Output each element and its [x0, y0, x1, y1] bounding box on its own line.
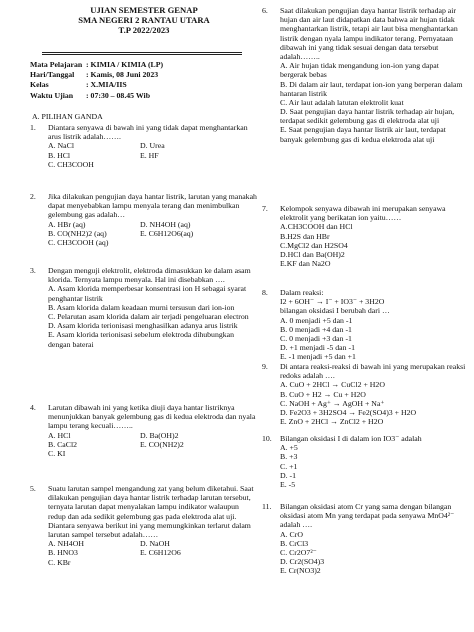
- question-number: 10.: [262, 434, 272, 443]
- option[interactable]: E. Cr(NO3)2: [280, 566, 321, 576]
- section-title: A. PILIHAN GANDA: [32, 112, 103, 121]
- option[interactable]: D. Fe2O3 + 3H2SO4 → Fe2(SO4)3 + H2O: [280, 407, 417, 417]
- header-line-3: T.P 2022/2023: [118, 24, 170, 35]
- question-number: 5.: [30, 484, 36, 493]
- option[interactable]: C. KI: [48, 448, 66, 458]
- question-number: 8.: [262, 288, 268, 297]
- info-value: : KIMIA / KIMIA (LP): [86, 60, 164, 69]
- option[interactable]: E. -1 menjadi +5 dan +1: [280, 352, 356, 362]
- option[interactable]: E. -5: [280, 479, 296, 489]
- option[interactable]: C. 0 menjadi +3 dan -1: [280, 333, 352, 343]
- option[interactable]: B. CuO + H2 → Cu + H2O: [280, 389, 366, 399]
- option[interactable]: E. Saat pengujian daya hantar listrik air laut, terdapat banyak gelembung gas di kedua elektroda alat uji: [280, 125, 446, 144]
- question-8: [262, 288, 467, 362]
- question-6: [262, 6, 467, 144]
- info-key: Waktu Ujian: [30, 90, 74, 100]
- question-10: [262, 434, 467, 489]
- option[interactable]: D. Urea: [140, 141, 165, 151]
- info-key: Mata Pelajaran: [30, 60, 83, 69]
- question-text: Dengan menguji elektrolit, elektroda dimasukkan ke dalam asam klorida. Ternyata lampu menyala. Hal ini disebabkan ….: [48, 266, 251, 285]
- exam-info: [30, 60, 258, 101]
- option[interactable]: D. +1 menjadi -5 dan -1: [280, 343, 355, 353]
- option[interactable]: D. -1: [280, 470, 297, 480]
- question-text: Dalam reaksi:: [280, 288, 324, 297]
- option[interactable]: D. NaOH: [140, 539, 170, 549]
- header-line-1: UJIAN SEMESTER GENAP: [90, 5, 198, 15]
- header-divider-2: [42, 54, 242, 55]
- option[interactable]: A. CrO: [280, 529, 303, 539]
- option[interactable]: E. Asam klorida terionisasi sebelum elektroda dihubungkan dengan baterai: [48, 330, 235, 349]
- info-value: : Kamis, 08 Juni 2023: [86, 70, 159, 80]
- option[interactable]: E. C6H12O6(aq): [140, 228, 194, 238]
- option[interactable]: A. NaCl: [48, 141, 74, 151]
- exam-header: [30, 6, 258, 36]
- question-text: Jika dilakukan pengujian daya hantar listrik, larutan yang manakah dapat menyebabkan lampu menyala terang dan menimbulkan gelembung gas adalah…: [48, 192, 257, 220]
- option[interactable]: C. CH3COOH (aq): [48, 237, 109, 247]
- question-text: Bilangan oksidasi atom Cr yang sama dengan bilangan oksidasi atom Mn yang terdapat pada senyawa MnO4²⁻ adalah ….: [280, 502, 455, 530]
- question-number: 4.: [30, 403, 36, 412]
- option[interactable]: E. HF: [140, 150, 159, 160]
- question-number: 2.: [30, 192, 36, 201]
- question-2: [30, 192, 258, 247]
- option[interactable]: C.MgCl2 dan H2SO4: [280, 240, 348, 250]
- option[interactable]: B. HCl: [48, 150, 71, 160]
- option[interactable]: A. 0 menjadi +5 dan -1: [280, 315, 353, 325]
- option[interactable]: A. +5: [280, 443, 298, 453]
- info-row: [30, 80, 258, 89]
- question-text-2: bilangan oksidasi I berubah dari …: [280, 306, 390, 316]
- option[interactable]: B. Di dalam air laut, terdapat ion-ion yang berperan dalam hantaran listrik: [280, 79, 463, 98]
- info-value: : 07:30 – 08.45 Wib: [86, 90, 151, 100]
- option[interactable]: B. HNO3: [48, 548, 78, 558]
- question-text: Kelompok senyawa dibawah ini merupakan senyawa elektrolit yang berikatan ion yaitu……: [280, 204, 446, 223]
- question-7: [262, 204, 467, 268]
- option[interactable]: A. HBr (aq): [48, 219, 86, 229]
- question-3: [30, 266, 258, 349]
- option[interactable]: B. CrCl3: [280, 538, 309, 548]
- option[interactable]: C. Cr2O7²⁻: [280, 547, 317, 557]
- option[interactable]: C. Air laut adalah latutan elektrolit kuat: [280, 97, 404, 107]
- info-key: Hari/Tanggal: [30, 70, 75, 80]
- reaction-equation: I2 + 6OH⁻ → I⁻ + IO3⁻ + 3H2O: [280, 297, 385, 307]
- question-11: [262, 502, 467, 576]
- option[interactable]: B. Asam klorida dalam keadaan murni tersusun dari ion-ion: [48, 302, 235, 312]
- question-number: 11.: [262, 502, 272, 511]
- option[interactable]: E. C6H12O6: [140, 548, 181, 558]
- option[interactable]: B. 0 menjadi +4 dan -1: [280, 324, 352, 334]
- question-9: [262, 362, 467, 426]
- option[interactable]: D. Asam klorida terionisasi menghasilkan adanya arus listrik: [48, 321, 238, 331]
- question-number: 1.: [30, 123, 36, 132]
- option[interactable]: D. NH4OH (aq): [140, 219, 191, 229]
- question-number: 9.: [262, 362, 268, 371]
- option[interactable]: D. Ba(OH)2: [140, 430, 179, 440]
- question-number: 6.: [262, 6, 268, 15]
- option[interactable]: D. Saat pengujian daya hantar listrik terhadap air hujan, terdapat sedikit gelembung gas di elektroda alat uji: [280, 107, 455, 126]
- option[interactable]: C. Pelarutan asam klorida dalam air terjadi pengeluaran electron: [48, 311, 249, 321]
- question-number: 3.: [30, 266, 36, 275]
- option[interactable]: E.KF dan Na2O: [280, 259, 331, 269]
- option[interactable]: C. NaOH + Ag⁺ → AgOH + Na⁺: [280, 398, 385, 408]
- question-text: Saat dilakukan pengujian daya hantar listrik terhadap air hujan dan air laut didapatkan data bahwa air hujan tidak menghantarkan listrik, tetapi air laut bisa menghantarkan listrik dengan nyala lampu indikator terang. Pernyataan dibawah ini yang tidak sesuai dengan data tersebut adalah……..: [280, 6, 458, 61]
- question-number: 7.: [262, 204, 268, 213]
- info-row: [30, 60, 258, 69]
- option[interactable]: D. Cr2(SO4)3: [280, 557, 325, 567]
- option[interactable]: B. CaCl2: [48, 439, 78, 449]
- option[interactable]: B.H2S dan HBr: [280, 231, 330, 241]
- option[interactable]: C. +1: [280, 461, 298, 471]
- option[interactable]: C. CH3COOH: [48, 159, 94, 169]
- option[interactable]: D.HCl dan Ba(OH)2: [280, 249, 345, 259]
- option[interactable]: A.CH3COOH dan HCl: [280, 222, 353, 232]
- question-4: [30, 403, 258, 458]
- option[interactable]: B. CO(NH2)2 (aq): [48, 228, 107, 238]
- question-text: Larutan dibawah ini yang ketika diuji daya hantar listriknya menunjukkan banyak gelembung gas di kedua elektroda dan nyala lampu terang kecuali……..: [48, 403, 256, 431]
- question-1: [30, 123, 258, 169]
- option[interactable]: A. HCl: [48, 430, 71, 440]
- option[interactable]: A. NH4OH: [48, 539, 84, 549]
- info-key: Kelas: [30, 80, 49, 90]
- option[interactable]: A. Air hujan tidak mengandung ion-ion yang dapat bergerak bebas: [280, 61, 439, 80]
- question-text: Di antara reaksi-reaksi di bawah ini yang merupakan reaksi redoks adalah ….: [280, 362, 466, 381]
- option[interactable]: B. +3: [280, 452, 298, 462]
- option[interactable]: C. KBr: [48, 557, 71, 567]
- option[interactable]: A. CuO + 2HCl → CuCl2 + H2O: [280, 380, 385, 390]
- option[interactable]: A. Asam klorida memperbesar konsentrasi ion H sebagai syarat penghantar listrik: [48, 284, 247, 303]
- option[interactable]: E. CO(NH2)2: [140, 439, 184, 449]
- info-row: [30, 70, 258, 79]
- option[interactable]: E. ZnO + 2HCl → ZnCl2 + H2O: [280, 417, 384, 427]
- question-text: Bilangan oksidasi I di dalam ion IO3⁻ adalah: [280, 434, 422, 443]
- question-text: Suatu larutan sampel mengandung zat yang belum diketahui. Saat dilakukan pengujian daya hantar listrik terhadap larutan tersebut, ternyata larutan dapat menyalakan lampu indikator walaupun redup dan ada sedikit gelembung gas pada elektroda alat uji. Diantara senyawa berikut ini yang memungkinkan terlarut dalam larutan sampel tersebut adalah……: [48, 484, 254, 539]
- header-divider: [42, 52, 242, 53]
- header-line-2: SMA NEGERI 2 RANTAU UTARA: [78, 14, 210, 25]
- info-value: : X.MIA/IIS: [86, 80, 127, 90]
- info-row: [30, 91, 258, 100]
- question-text: Diantara senyawa di bawah ini yang tidak dapat menghantarkan arus listrik adalah…….: [48, 123, 248, 142]
- question-5: [30, 484, 258, 567]
